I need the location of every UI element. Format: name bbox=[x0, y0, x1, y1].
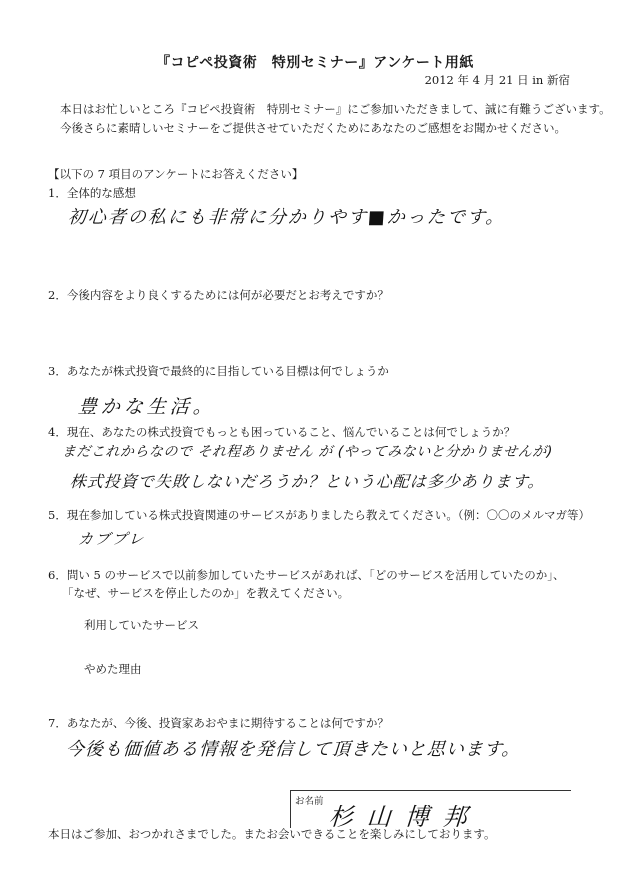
question-6-used-service-label: 利用していたサービス bbox=[84, 618, 199, 632]
name-box bbox=[290, 790, 571, 831]
question-6-label-line-1: 6．問い 5 のサービスで以前参加していたサービスがあれば、「どのサービスを活用していたのか」、 bbox=[48, 568, 565, 582]
question-1-label: 1．全体的な感想 bbox=[48, 186, 136, 200]
question-6-reason-label: やめた理由 bbox=[84, 662, 142, 676]
intro-line-2: 今後さらに素晴しいセミナーをご提供させていただくためにあなたのご感想をお聞かせください。 bbox=[60, 121, 566, 135]
question-4-answer-line-2: 株式投資で失敗しないだろうか？という心配は多少あります。 bbox=[69, 472, 546, 491]
question-5-answer: カブプレ bbox=[77, 530, 147, 548]
question-5-label: 5．現在参加している株式投資関連のサービスがありましたら教えてください。（例：〇〇のメルマガ等） bbox=[48, 508, 591, 522]
question-7-answer: 今後も価値ある情報を発信して頂きたいと思います。 bbox=[65, 739, 522, 760]
question-3-answer: 豊かな生活。 bbox=[77, 396, 217, 418]
intro-line-1: 本日はお忙しいところ『コピペ投資術 特別セミナー』にご参加いただきまして、誠に有難うございます。 bbox=[60, 102, 611, 116]
page-title: 『コピペ投資術 特別セミナー』アンケート用紙 bbox=[156, 55, 474, 71]
date-location: 2012 年 4 月 21 日 in 新宿 bbox=[424, 73, 570, 87]
question-2-label: 2．今後内容をより良くするためには何が必要だとお考えですか？ bbox=[48, 288, 389, 302]
closing-message: 本日はご参加、おつかれさまでした。またお会いできることを楽しみにしております。 bbox=[48, 827, 496, 841]
instructions: 【以下の 7 項目のアンケートにお答えください】 bbox=[48, 167, 304, 181]
name-signature: 杉山博邦 bbox=[327, 803, 482, 831]
question-4-answer-line-1: まだこれからなので それ程ありません が (やってみないと分かりませんが) bbox=[61, 444, 554, 460]
question-7-label: 7．あなたが、今後、投資家あおやまに期待することは何ですか？ bbox=[48, 716, 389, 730]
question-4-label: 4．現在、あなたの株式投資でもっとも困っていること、悩んでいることは何でしょうか？ bbox=[48, 425, 516, 439]
question-3-label: 3．あなたが株式投資で最終的に目指している目標は何でしょうか bbox=[48, 364, 389, 378]
question-1-answer: 初心者の私にも非常に分かりやす■かったです。 bbox=[67, 207, 507, 228]
question-6-label-line-2: 「なぜ、サービスを停止したのか」を教えてください。 bbox=[62, 586, 350, 600]
name-label: お名前 bbox=[295, 796, 324, 807]
